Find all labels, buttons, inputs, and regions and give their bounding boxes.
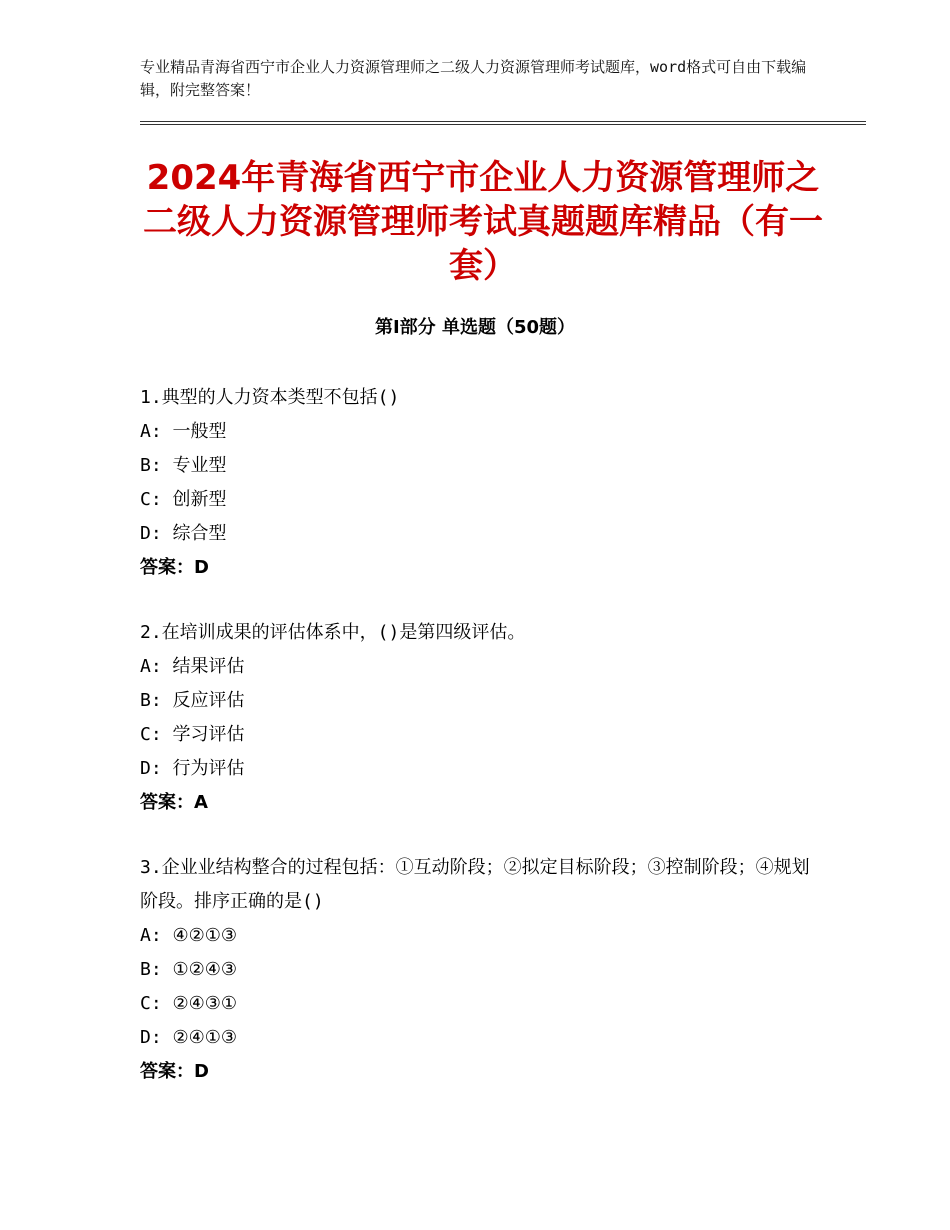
option-c: C: 学习评估 (140, 724, 245, 745)
option-c: C: 创新型 (140, 489, 227, 510)
question-3 (140, 851, 820, 1089)
option-b: B: 反应评估 (140, 690, 245, 711)
option-d: D: ②④①③ (140, 1027, 238, 1048)
answer: 答案：D (140, 1061, 209, 1082)
section-title: 第Ⅰ部分 单选题（50题） (374, 317, 575, 338)
option-c: C: ②④③① (140, 993, 238, 1014)
question-stem: 1.典型的人力资本类型不包括() (140, 387, 400, 408)
option-d: D: 行为评估 (140, 758, 245, 779)
question-stem: 3.企业业结构整合的过程包括：①互动阶段；②拟定目标阶段；③控制阶段；④规划阶段。排序正确的是() (140, 857, 810, 912)
option-a: A: 结果评估 (140, 656, 245, 677)
question-2 (140, 616, 820, 820)
option-a: A: ④②①③ (140, 925, 238, 946)
document-title: 2024年青海省西宁市企业人力资源管理师之二级人力资源管理师考试真题题库精品（有一套） (143, 158, 823, 286)
question-list (140, 381, 820, 1120)
option-b: B: 专业型 (140, 455, 227, 476)
question-stem: 2.在培训成果的评估体系中，()是第四级评估。 (140, 622, 526, 643)
answer: 答案：D (140, 557, 209, 578)
answer: 答案：A (140, 792, 208, 813)
option-a: A: 一般型 (140, 421, 227, 442)
option-b: B: ①②④③ (140, 959, 238, 980)
question-1 (140, 381, 820, 585)
option-d: D: 综合型 (140, 523, 227, 544)
header-divider-top (140, 121, 866, 122)
header-note: 专业精品青海省西宁市企业人力资源管理师之二级人力资源管理师考试题库，word格式可自由下载编辑，附完整答案！ (140, 58, 807, 99)
header-divider-bottom (140, 124, 866, 125)
